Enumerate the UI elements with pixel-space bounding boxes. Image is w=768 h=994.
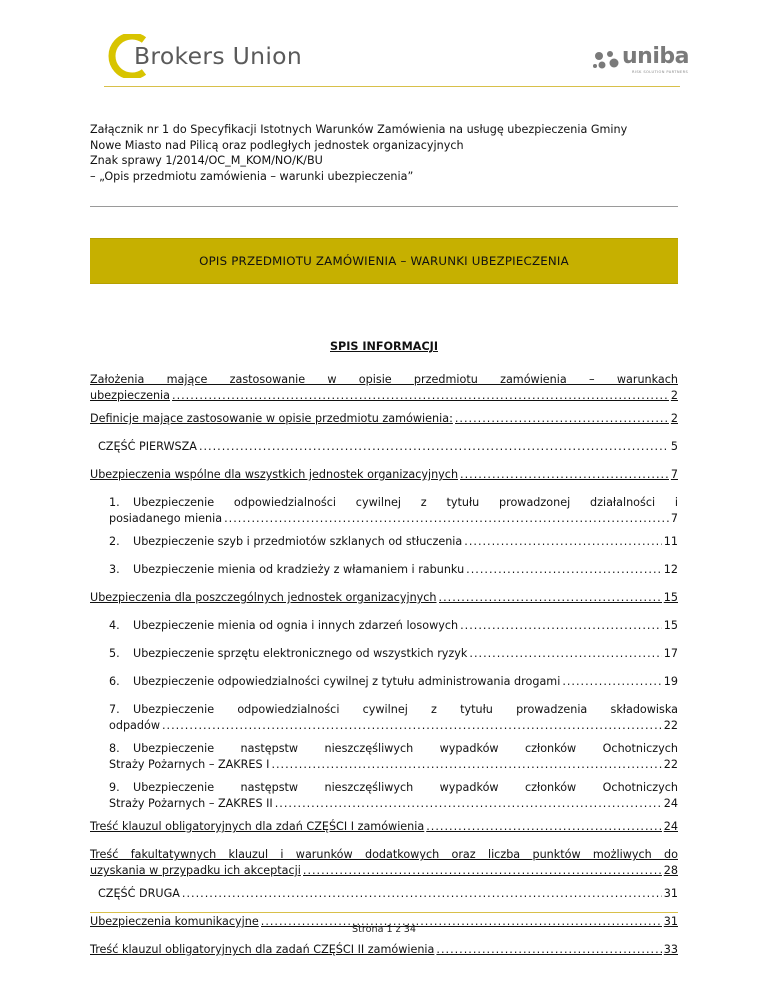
toc-entry-page: 33 <box>663 943 678 956</box>
uniba-logo-text: uniba <box>622 44 689 69</box>
toc-entry[interactable] <box>90 942 678 958</box>
toc-entry-text: uzyskania w przypadku ich akceptacji <box>90 864 301 877</box>
toc-entry-number: 4. <box>109 619 120 632</box>
toc-entry-text: Ubezpieczenia komunikacyjne <box>90 915 259 928</box>
toc-entry-page: 24 <box>663 820 678 833</box>
toc-entry[interactable] <box>90 646 678 662</box>
toc-entry-text: Ubezpieczenie sprzętu elektronicznego od wszystkich ryzyk <box>133 647 468 660</box>
toc-entry-number: 6. <box>109 675 120 688</box>
toc-entry-number: 1. <box>109 496 120 509</box>
toc-entry-number: 2. <box>109 535 120 548</box>
toc-entry[interactable] <box>90 741 678 773</box>
section-divider <box>90 206 678 207</box>
toc-entry-page: 22 <box>663 719 678 732</box>
toc-entry-page: 2 <box>670 412 678 425</box>
toc-entry-text: Straży Pożarnych – ZAKRES II <box>109 797 273 810</box>
brokers-union-logo <box>104 30 344 82</box>
uniba-logo <box>592 44 689 80</box>
toc-entry[interactable] <box>90 702 678 734</box>
footer-divider <box>90 912 678 913</box>
toc-entry-page: 7 <box>670 468 678 481</box>
toc-entry[interactable] <box>90 847 678 879</box>
toc-entry[interactable] <box>90 618 678 634</box>
toc-entry-text: Ubezpieczenia dla poszczególnych jednostek organizacyjnych <box>90 591 437 604</box>
toc-entry-text: CZĘŚĆ DRUGA <box>98 887 180 900</box>
toc-entry-number: 3. <box>109 563 120 576</box>
toc-entry-number: 9. <box>109 781 120 794</box>
toc-entry-text: Ubezpieczenie następstw nieszczęśliwych wypadków członków Ochotniczych <box>133 742 678 755</box>
toc-entry-text: odpadów <box>109 719 160 732</box>
toc-entry-text: Ubezpieczenie odpowiedzialności cywilnej z tytułu administrowania drogami <box>133 675 561 688</box>
header-line: Nowe Miasto nad Pilicą oraz podległych jednostek organizacyjnych <box>90 138 464 152</box>
toc-entry-text: Ubezpieczenia wspólne dla wszystkich jednostek organizacyjnych <box>90 468 459 481</box>
toc-entry-page: 22 <box>663 758 678 771</box>
toc-entry-page: 7 <box>670 512 678 525</box>
toc-entry-text: Treść klauzul obligatoryjnych dla zadań CZĘŚCI II zamówienia <box>90 943 435 956</box>
toc-entry-number: 8. <box>109 742 120 755</box>
toc-entry-page: 12 <box>663 563 678 576</box>
toc-entry-page: 31 <box>663 915 678 928</box>
header-line: Załącznik nr 1 do Specyfikacji Istotnych Warunków Zamówienia na usługę ubezpieczenia Gminy <box>90 123 628 136</box>
toc-entry-text: ubezpieczenia <box>90 389 171 402</box>
toc-entry-text: Ubezpieczenie mienia od kradzieży z włamaniem i rabunku <box>133 563 465 576</box>
toc-entry-text: Ubezpieczenie następstw nieszczęśliwych wypadków członków Ochotniczych <box>133 781 678 794</box>
toc-entry[interactable] <box>90 819 678 835</box>
brokers-union-logo-text: Brokers Union <box>134 42 303 70</box>
toc-entry-text: Ubezpieczenie odpowiedzialności cywilnej z tytułu prowadzenia składowiska <box>133 703 678 716</box>
header-line: – „Opis przedmiotu zamówienia – warunki ubezpieczenia” <box>90 169 414 183</box>
toc-entry-page: 17 <box>663 647 678 660</box>
document-header-text <box>90 122 690 184</box>
toc-entry-text: Założenia mające zastosowanie w opisie przedmiotu zamówienia – warunkach <box>90 373 678 386</box>
title-banner <box>90 238 678 284</box>
toc-entry[interactable] <box>90 780 678 812</box>
toc-entry-page: 11 <box>663 535 678 548</box>
toc-entry[interactable] <box>90 467 678 483</box>
toc-entry-text: Straży Pożarnych – ZAKRES I <box>109 758 270 771</box>
uniba-dots-icon <box>592 46 622 72</box>
toc-entry[interactable] <box>90 372 678 404</box>
banner-title: OPIS PRZEDMIOTU ZAMÓWIENIA – WARUNKI UBEZPIECZENIA <box>199 254 569 268</box>
toc-entry-text: posiadanego mienia <box>109 512 223 525</box>
toc-entry-text: Treść klauzul obligatoryjnych dla zdań CZĘŚCI I zamówienia <box>90 820 425 833</box>
toc-entry-page: 28 <box>663 864 678 877</box>
toc-entry[interactable] <box>90 411 678 427</box>
toc-entry[interactable] <box>90 886 678 902</box>
toc-entry-text: Ubezpieczenie odpowiedzialności cywilnej z tytułu prowadzonej działalności i <box>133 496 678 509</box>
toc-entry[interactable] <box>90 590 678 606</box>
toc-entry-text: Ubezpieczenie mienia od ognia i innych zdarzeń losowych <box>133 619 459 632</box>
toc-entry[interactable] <box>90 534 678 550</box>
header-line: Znak sprawy 1/2014/OC_M_KOM/NO/K/BU <box>90 154 323 168</box>
toc-entry-number: 7. <box>109 703 120 716</box>
toc-entry-text: Definicje mające zastosowanie w opisie przedmiotu zamówienia: <box>90 412 453 425</box>
toc-entry-page: 24 <box>663 797 678 810</box>
toc-entry[interactable] <box>90 439 678 455</box>
toc-entry-text: CZĘŚĆ PIERWSZA <box>98 440 197 453</box>
toc-entry-page: 15 <box>663 591 678 604</box>
toc-entry-page: 15 <box>663 619 678 632</box>
toc-entry-text: Ubezpieczenie szyb i przedmiotów szklanych od stłuczenia <box>133 535 463 548</box>
toc-entry-number: 5. <box>109 647 120 660</box>
toc-entry-page: 19 <box>663 675 678 688</box>
uniba-logo-tagline: RISK SOLUTION PARTNERS <box>632 70 689 74</box>
toc-entry[interactable] <box>90 495 678 527</box>
toc-entry-page: 31 <box>663 887 678 900</box>
toc-entry-page: 5 <box>670 440 678 453</box>
header-divider <box>104 86 680 87</box>
toc-title: SPIS INFORMACJI <box>330 340 438 353</box>
toc-entry[interactable] <box>90 674 678 690</box>
toc-entry[interactable] <box>90 562 678 578</box>
page-number: Strona 1 z 34 <box>352 924 416 935</box>
toc-entry-page: 2 <box>670 389 678 402</box>
toc-entry-text: Treść fakultatywnych klauzul i warunków dodatkowych oraz liczba punktów możliwych do <box>90 848 678 861</box>
